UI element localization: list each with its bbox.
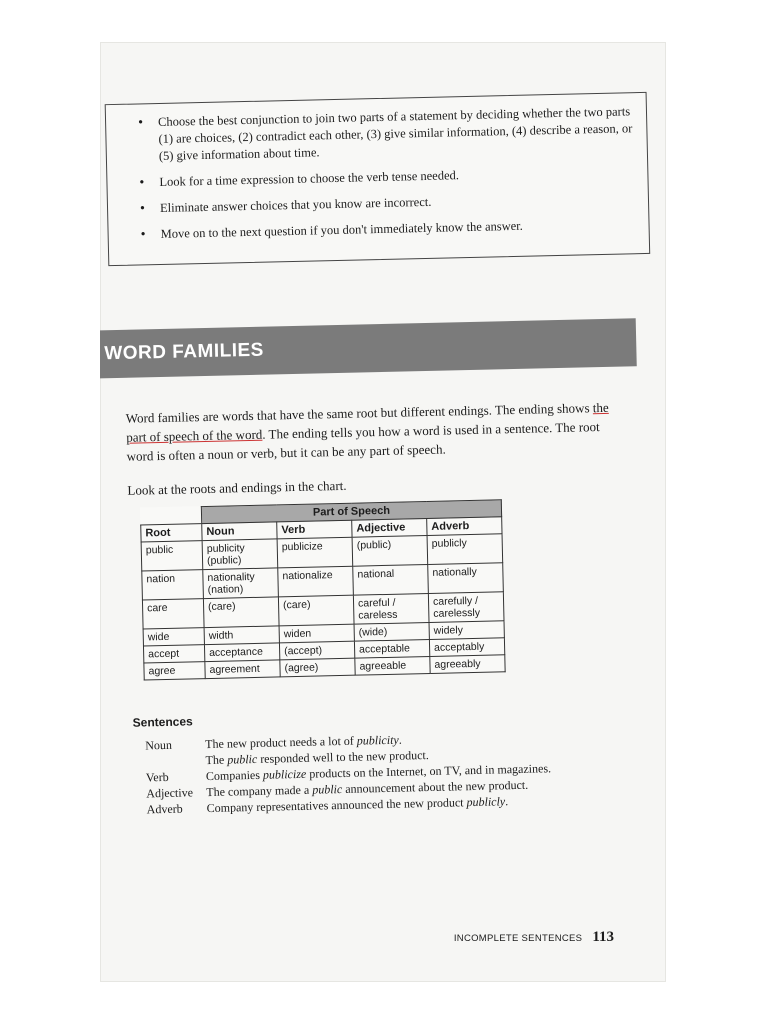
column-header-adjective: Adjective (352, 519, 427, 538)
strategy-item: • Move on to the next question if you don't immediately know the answer. (146, 215, 636, 243)
sentence-label (145, 752, 205, 769)
sentence-label: Adjective (146, 785, 194, 801)
cell-line: nation (146, 572, 176, 586)
cell-verb (279, 641, 354, 660)
cell-root (143, 645, 204, 663)
sentence-pre: Company representatives announced the new product (206, 795, 467, 816)
intro-underlined: the part of speech of the word (126, 399, 609, 445)
cell-line: (care) (282, 598, 311, 612)
cell-line: publicize (281, 540, 323, 554)
cell-line: (nation) (207, 583, 244, 596)
intro-text-1: Word families are words that have the same root but different endings. The ending shows (125, 400, 593, 426)
cell-root (143, 628, 204, 646)
cell-adjective (353, 593, 429, 624)
cell-line: carelessly (433, 606, 481, 620)
cell-line: widen (283, 627, 312, 641)
cell-adjective (354, 639, 429, 658)
cell-line: accept (148, 647, 180, 661)
strategy-item: • Choose the best conjunction to join two parts of a statement by deciding whether the two parts (1) are choices, (2) contradict each other, (3) give similar information, (4) describe a reason, or (5) give information about time. (144, 103, 635, 165)
table-blank-cell (140, 507, 201, 525)
cell-line: agree (148, 664, 176, 678)
strategy-item: • Look for a time expression to choose the verb tense needed. (145, 163, 635, 191)
cell-line: care (146, 601, 168, 615)
cell-line: wide (147, 630, 170, 644)
cell-line: acceptable (358, 642, 411, 656)
cell-line: public (145, 543, 174, 557)
sentence-label: Noun (145, 737, 173, 753)
cell-line: nationality (207, 570, 255, 584)
page-footer (454, 929, 614, 946)
chart-instruction: Look at the roots and endings in the chart. (127, 477, 347, 498)
cell-root (144, 662, 205, 680)
cell-line: widely (433, 624, 464, 637)
column-header-root: Root (141, 524, 202, 542)
cell-adverb (430, 655, 505, 674)
sentence-pre: The company made a (206, 782, 313, 800)
cell-adjective (353, 564, 429, 595)
cell-line: agreeably (434, 657, 481, 671)
cell-noun (203, 597, 279, 628)
strategy-item: • Eliminate answer choices that you know are incorrect. (146, 189, 636, 217)
cell-adverb (429, 638, 504, 657)
cell-noun (202, 539, 278, 570)
cell-verb (280, 658, 355, 677)
cell-adjective (352, 536, 428, 567)
cell-line: (agree) (284, 661, 319, 675)
section-title: WORD FAMILIES (104, 339, 265, 365)
sentence-pre: The (205, 752, 228, 768)
cell-adverb (428, 592, 504, 623)
cell-noun (204, 626, 279, 645)
sentence-keyword: publicity (356, 732, 399, 748)
cell-line: acceptance (209, 645, 263, 659)
cell-line: (care) (207, 600, 236, 613)
column-header-adverb: Adverb (427, 517, 502, 536)
cell-line: (accept) (283, 644, 323, 658)
sentence-post: responded well to the new product. (257, 748, 429, 766)
sentence-post: announcement about the new product. (342, 777, 529, 796)
cell-line: agreement (209, 662, 260, 676)
cell-verb (278, 595, 354, 626)
page-content (100, 42, 666, 982)
sentence-pre: The new product needs a lot of (205, 733, 357, 752)
cell-adjective (355, 656, 430, 675)
cell-root (142, 599, 204, 629)
cell-line: carefully / (432, 594, 479, 608)
table-body (141, 534, 505, 680)
strategies-list (136, 103, 637, 243)
cell-adverb (429, 621, 504, 640)
cell-adverb (428, 563, 504, 594)
sentence-post: . (398, 732, 402, 747)
running-footer-label: INCOMPLETE SENTENCES (453, 933, 583, 944)
cell-verb (279, 624, 354, 643)
sentence-label: Adverb (146, 801, 183, 817)
sentence-post: . (505, 794, 509, 809)
sentence-keyword: public (312, 781, 343, 797)
cell-root (142, 570, 204, 600)
cell-line: nationalize (282, 569, 333, 583)
cell-verb (278, 566, 354, 597)
sentence-pre: Companies (205, 767, 264, 784)
cell-verb (277, 537, 353, 568)
cell-line: publicity (206, 542, 245, 556)
page-number: 113 (592, 929, 614, 945)
sentence-keyword: public (227, 751, 258, 767)
intro-text-2: . The ending tells you how a word is used in a sentence. The root word is often a noun or verb, but it can be any part of speech. (126, 419, 600, 464)
cell-line: (public) (206, 554, 242, 568)
cell-noun (204, 643, 279, 662)
section-banner (100, 318, 637, 379)
intro-paragraph (126, 398, 617, 466)
cell-line: nationally (432, 565, 477, 579)
cell-line: (public) (356, 538, 392, 552)
cell-line: agreeable (359, 659, 407, 673)
cell-line: national (357, 567, 395, 581)
sentence-keyword: publicly (466, 794, 506, 810)
sentence-post: products on the Internet, on TV, and in magazines. (306, 761, 552, 781)
sentence-label: Verb (145, 769, 169, 785)
column-header-verb: Verb (277, 520, 352, 539)
book-page (100, 42, 666, 982)
cell-line: acceptably (433, 640, 485, 654)
sentences-heading: Sentences (132, 714, 193, 730)
column-header-noun: Noun (202, 522, 277, 541)
cell-adverb (427, 534, 503, 565)
cell-line: (wide) (358, 625, 388, 639)
cell-line: careless (358, 608, 398, 622)
part-of-speech-header: Part of Speech (201, 500, 501, 524)
strategies-box (105, 92, 651, 266)
sentence-keyword: publicize (262, 766, 307, 782)
cell-noun (203, 568, 279, 599)
cell-line: width (208, 629, 234, 642)
cell-line: publicly (431, 537, 467, 550)
cell-line: careful / (357, 596, 396, 610)
cell-noun (205, 660, 280, 679)
cell-adjective (354, 622, 429, 641)
word-families-table (140, 499, 506, 680)
example-sentences (145, 727, 587, 817)
cell-root (141, 541, 203, 571)
